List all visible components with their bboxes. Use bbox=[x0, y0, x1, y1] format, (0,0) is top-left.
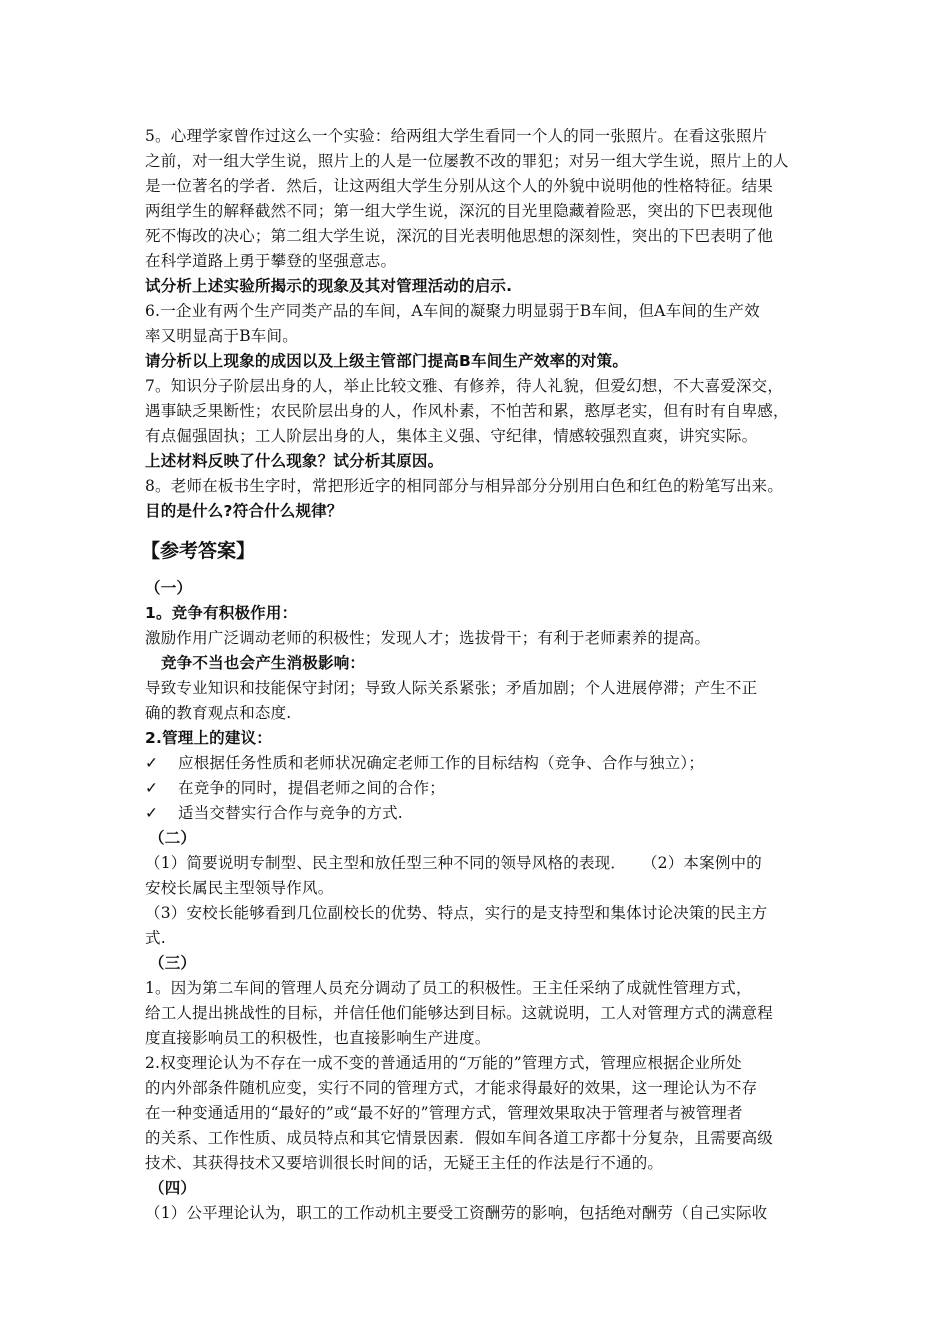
text-line: （1）公平理论认为，职工的工作动机主要受工资酬劳的影响，包括绝对酬劳（自己实际收 bbox=[145, 1204, 768, 1222]
checkmark-icon: ✓ bbox=[145, 754, 159, 772]
text-line: 度直接影响员工的积极性，也直接影响生产进度。 bbox=[145, 1029, 491, 1047]
text-line: 在科学道路上勇于攀登的坚强意志。 bbox=[145, 252, 397, 270]
answer-section-4 bbox=[145, 1176, 820, 1226]
question-5 bbox=[145, 124, 820, 299]
subheading: 竞争不当也会产生消极影响： bbox=[161, 654, 366, 672]
subheading: 2.管理上的建议： bbox=[145, 729, 272, 747]
checklist-item bbox=[145, 801, 820, 826]
text-line: （3）安校长能够看到几位副校长的优势、特点，实行的是支持型和集体讨论决策的民主方 bbox=[145, 904, 768, 922]
checklist-text: 应根据任务性质和老师状况确定老师工作的目标结构（竞争、合作与独立）； bbox=[178, 754, 705, 772]
text-line: 两组学生的解释截然不同；第一组大学生说，深沉的目光里隐藏着险恶，突出的下巴表现他 bbox=[145, 202, 774, 220]
text-line: 7。知识分子阶层出身的人，举止比较文雅、有修养，待人礼貌，但爱幻想，不大喜爱深交， bbox=[145, 377, 784, 395]
question-6 bbox=[145, 299, 820, 374]
question-7 bbox=[145, 374, 820, 474]
text-line: 遇事缺乏果断性；农民阶层出身的人，作风朴素，不怕苦和累，憨厚老实，但有时有自卑感， bbox=[145, 402, 789, 420]
section-label: （一） bbox=[145, 579, 193, 597]
section-label: （二） bbox=[149, 829, 197, 847]
text-line: （1）简要说明专制型、民主型和放任型三种不同的领导风格的表现． （2）本案例中的 bbox=[145, 854, 762, 872]
question-prompt: 试分析上述实验所揭示的现象及其对管理活动的启示. bbox=[145, 277, 513, 295]
text-line: 技术、其获得技术又要培训很长时间的话，无疑王主任的作法是行不通的。 bbox=[145, 1154, 664, 1172]
document-body bbox=[141, 124, 820, 1226]
checklist-item bbox=[145, 776, 820, 801]
checkmark-icon: ✓ bbox=[145, 779, 159, 797]
text-line: 确的教育观点和态度. bbox=[145, 704, 292, 722]
checklist-text: 适当交替实行合作与竞争的方式. bbox=[178, 804, 403, 822]
text-line: 率又明显高于B车间。 bbox=[145, 327, 298, 345]
text-line: 的关系、工作性质、成员特点和其它情景因素．假如车间各道工序都十分复杂，且需要高级 bbox=[145, 1129, 774, 1147]
text-line: 死不悔改的决心；第二组大学生说，深沉的目光表明他思想的深刻性，突出的下巴表明了他 bbox=[145, 227, 774, 245]
answer-section-1 bbox=[145, 576, 820, 826]
section-label: （三） bbox=[149, 954, 197, 972]
text-line: 的内外部条件随机应变，实行不同的管理方式，才能求得最好的效果，这一理论认为不存 bbox=[145, 1079, 758, 1097]
question-prompt: 请分析以上现象的成因以及上级主管部门提高B车间生产效率的对策。 bbox=[145, 352, 629, 370]
answer-section-2 bbox=[145, 826, 820, 951]
checklist-item bbox=[145, 751, 820, 776]
text-line: 5。心理学家曾作过这么一个实验：给两组大学生看同一个人的同一张照片。在看这张照片 bbox=[145, 127, 768, 145]
question-8 bbox=[145, 474, 820, 524]
question-prompt: 目的是什么?符合什么规律？ bbox=[145, 502, 343, 520]
answer-section-3 bbox=[145, 951, 820, 1176]
answers-heading: 【参考答案】 bbox=[141, 540, 256, 562]
text-line: 安校长属民主型领导作风。 bbox=[145, 879, 334, 897]
text-line: 6.一企业有两个生产同类产品的车间，A车间的凝聚力明显弱于B车间，但A车间的生产效 bbox=[145, 302, 760, 320]
section-label: （四） bbox=[149, 1179, 197, 1197]
text-line: 8。老师在板书生字时，常把形近字的相同部分与相异部分分别用白色和红色的粉笔写出来。 bbox=[145, 477, 784, 495]
text-line: 1。因为第二车间的管理人员充分调动了员工的积极性。王主任采纳了成就性管理方式， bbox=[145, 979, 752, 997]
text-line: 给工人提出挑战性的目标，并信任他们能够达到目标。这就说明，工人对管理方式的满意程 bbox=[145, 1004, 774, 1022]
subheading: 1。竞争有积极作用： bbox=[145, 604, 298, 622]
text-line: 是一位著名的学者．然后，让这两组大学生分别从这个人的外貌中说明他的性格特征。结果 bbox=[145, 177, 774, 195]
checklist-text: 在竞争的同时，提倡老师之间的合作； bbox=[178, 779, 445, 797]
text-line: 式. bbox=[145, 929, 166, 947]
text-line: 导致专业知识和技能保守封闭；导致人际关系紧张；矛盾加剧；个人进展停滞；产生不正 bbox=[145, 679, 758, 697]
question-prompt: 上述材料反映了什么现象？试分析其原因。 bbox=[145, 452, 444, 470]
text-line: 2.权变理论认为不存在一成不变的普通适用的“万能的”管理方式，管理应根据企业所处 bbox=[145, 1054, 742, 1072]
text-line: 之前，对一组大学生说，照片上的人是一位屡教不改的罪犯；对另一组大学生说，照片上的人 bbox=[145, 152, 789, 170]
text-line: 激励作用广泛调动老师的积极性；发现人才；选拔骨干；有利于老师素养的提高。 bbox=[145, 629, 711, 647]
checkmark-icon: ✓ bbox=[145, 804, 159, 822]
text-line: 在一种变通适用的“最好的”或“最不好的”管理方式，管理效果取决于管理者与被管理者 bbox=[145, 1104, 743, 1122]
text-line: 有点倔强固执；工人阶层出身的人，集体主义强、守纪律，情感较强烈直爽，讲究实际。 bbox=[145, 427, 758, 445]
